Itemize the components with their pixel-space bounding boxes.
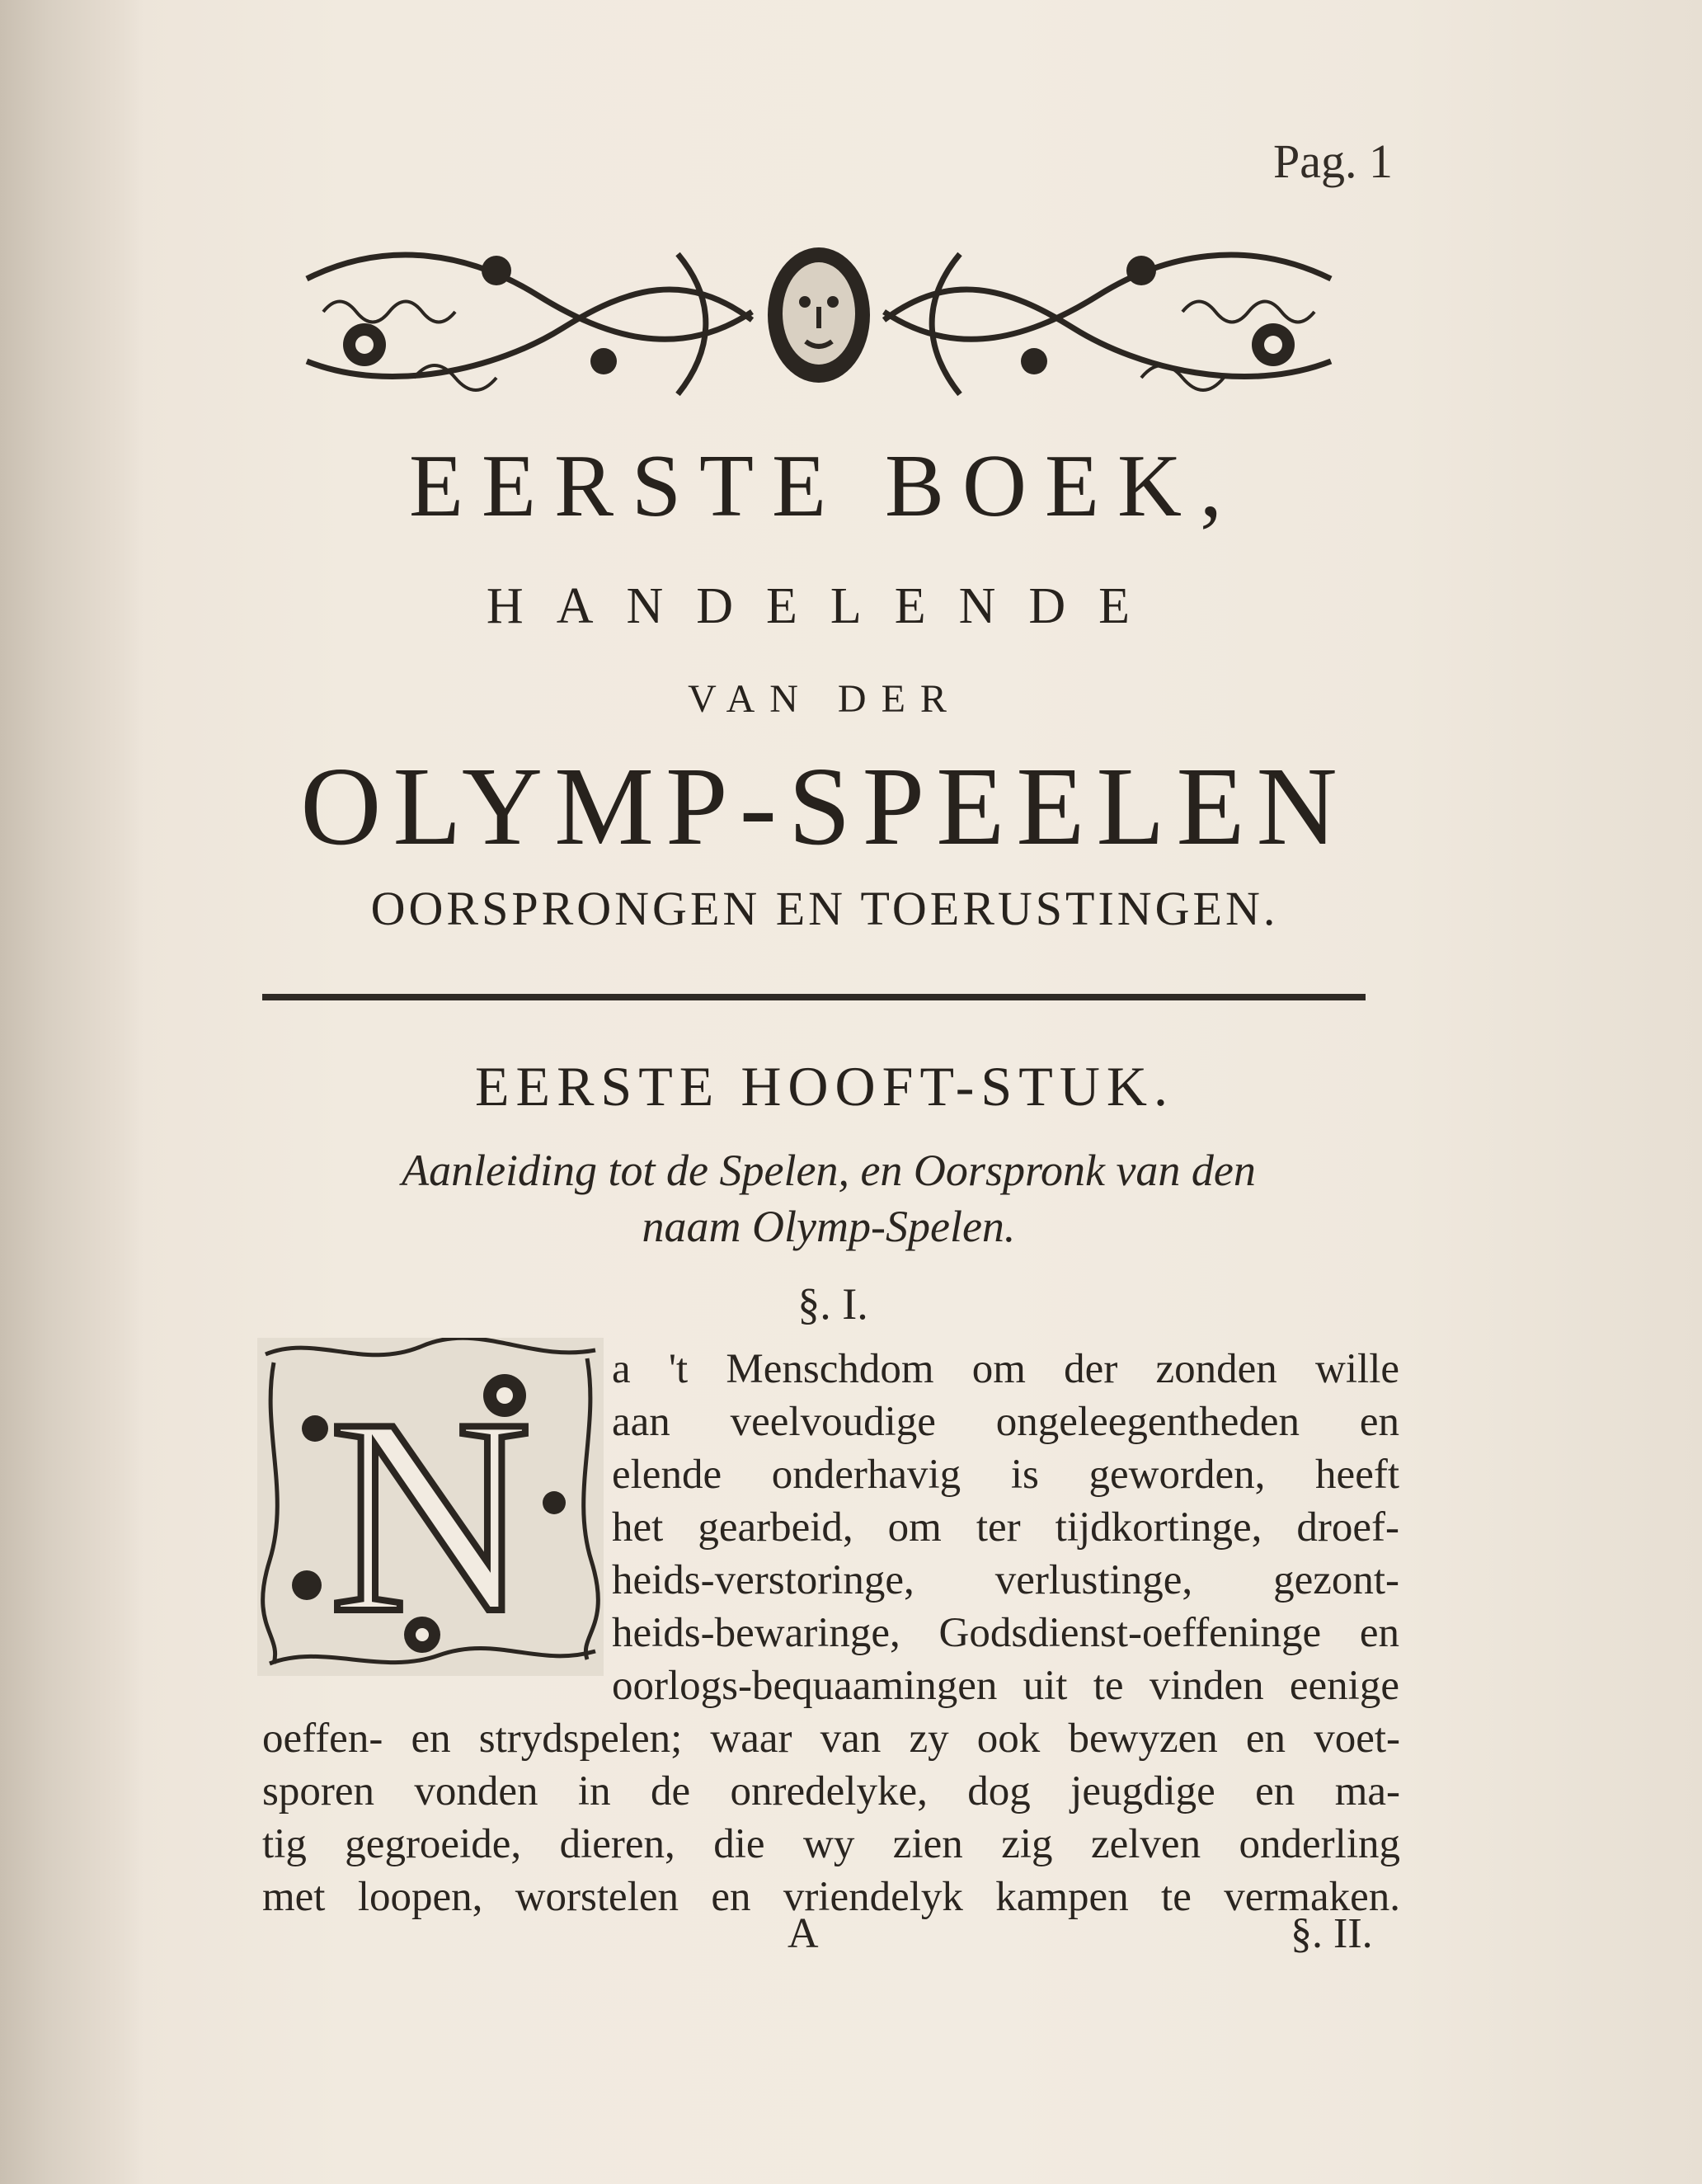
body-line: sporen vonden in de onredelyke, dog jeugdige en ma- [262,1768,1400,1815]
chapter-subtitle-line: naam Olymp-Spelen. [642,1202,1016,1251]
body-line: elende onderhavig is geworden, heeft [612,1452,1399,1498]
title-subline: HANDELENDE [486,578,1164,634]
body-line: met loopen, worstelen en vriendelyk kampen te vermaken. [262,1874,1400,1920]
title-subline: OORSPRONGEN EN TOERUSTINGEN. [370,882,1279,935]
chapter-heading: EERSTE HOOFT-STUK. [475,1055,1174,1118]
floral-headpiece-ornament-icon [290,221,1347,409]
book-title: EERSTE BOEK, [409,437,1240,535]
main-title: OLYMP-SPEELEN [300,745,1349,868]
binding-shadow [0,0,144,2184]
chapter-subtitle-line: Aanleiding tot de Spelen, en Oorspronk van den [402,1146,1256,1195]
section-mark: §. I. [797,1279,868,1329]
body-line: het gearbeid, om ter tijdkortinge, droef- [612,1504,1399,1551]
body-paragraph-indented [612,1343,1399,1712]
title-subline: VAN DER [688,677,961,721]
running-head: Pag. 1 [1273,134,1393,188]
body-line: aan veelvoudige ongeleegentheden en [612,1399,1399,1445]
body-paragraph-full [262,1712,1400,1923]
chapter-subtitle [297,1142,1361,1254]
catchword: §. II. [1291,1910,1373,1957]
body-line: heids-verstoringe, verlustinge, gezont- [612,1557,1399,1603]
body-line: tig gegroeide, dieren, die wy zien zig zelven onderling [262,1821,1400,1867]
body-line: heids-bewaringe, Godsdienst-oeffeninge en [612,1610,1399,1656]
body-line: oeffen- en strydspelen; waar van zy ook bewyzen en voet- [262,1716,1400,1762]
initial-letter-glyph: N [329,1360,532,1671]
divider-rule [262,994,1366,1000]
body-line: a 't Menschdom om der zonden wille [612,1346,1399,1392]
signature-mark: A [788,1910,819,1957]
body-line: oorlogs-bequaamingen uit te vinden eenige [612,1663,1399,1709]
decorated-initial-letter-icon [257,1338,604,1676]
